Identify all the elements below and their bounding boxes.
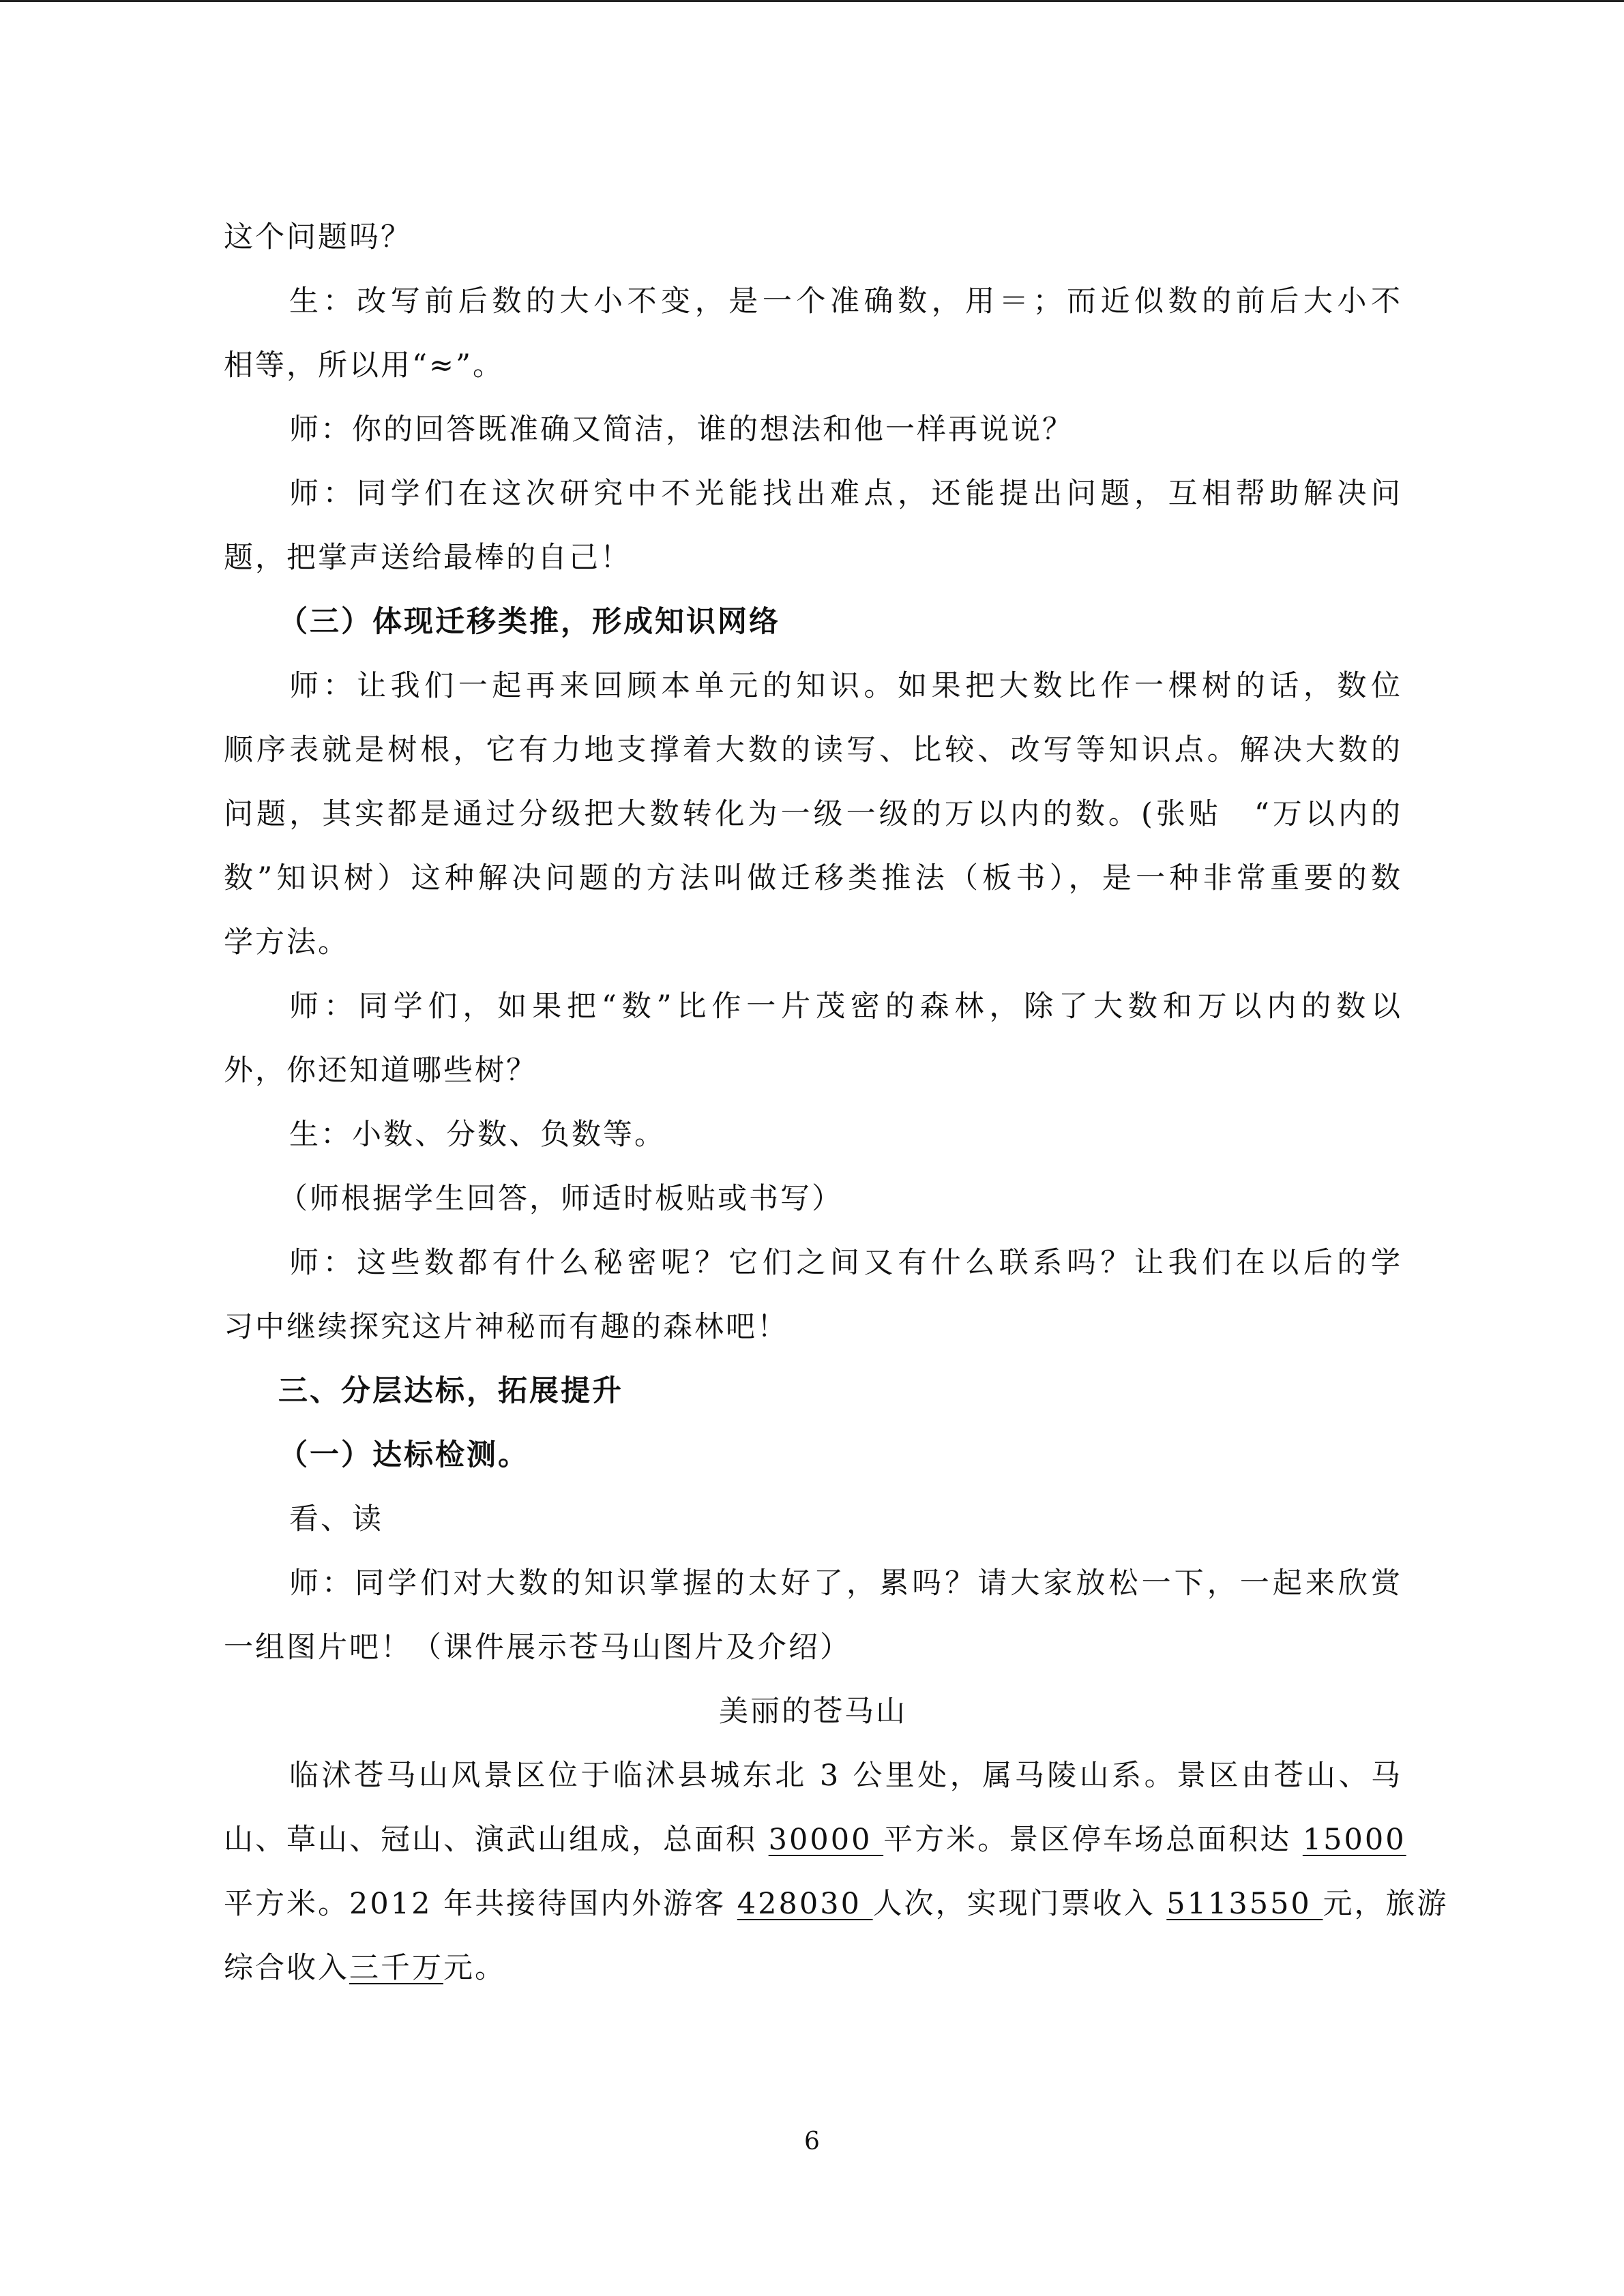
- text-run: 山、草山、冠山、演武山组成，总面积: [224, 1823, 769, 1857]
- paragraph-line: 师：让我们一起再来回顾本单元的知识。如果把大数比作一棵树的话，数位: [289, 669, 1402, 703]
- paragraph-line: 看、读: [289, 1502, 383, 1536]
- paragraph-line: 一组图片吧！（课件展示苍马山图片及介绍）: [224, 1630, 851, 1665]
- paragraph-line: 顺序表就是树根，它有力地支撑着大数的读写、比较、改写等知识点。解决大数的: [224, 733, 1402, 767]
- subsection-heading: （一）达标检测。: [278, 1438, 529, 1472]
- paragraph-line: 生：改写前后数的大小不变，是一个准确数，用＝；而近似数的前后大小不: [289, 284, 1402, 318]
- underlined-number: 三千万: [349, 1951, 443, 1985]
- text-run: 综合收入: [224, 1951, 349, 1985]
- text-run: 平方米。2012 年共接待国内外游客: [224, 1887, 737, 1921]
- paragraph-line: 师：同学们对大数的知识掌握的太好了，累吗？请大家放松一下，一起来欣赏: [289, 1566, 1402, 1600]
- paragraph-line: 师：同学们，如果把“数”比作一片茂密的森林，除了大数和万以内的数以: [289, 989, 1402, 1024]
- paragraph-line: 数”知识树）这种解决问题的方法叫做迁移类推法（板书），是一种非常重要的数: [224, 861, 1402, 895]
- underlined-number: 428030: [737, 1887, 873, 1921]
- paragraph-line: 这个问题吗？: [224, 220, 412, 254]
- paragraph-line: 问题，其实都是通过分级把大数转化为一级一级的万以内的数。(张贴 “万以内的: [224, 797, 1402, 831]
- paragraph-line: [224, 1883, 1449, 1924]
- paragraph-line: （师根据学生回答，师适时板贴或书写）: [278, 1182, 843, 1216]
- section-heading: 三、分层达标，拓展提升: [278, 1374, 623, 1408]
- paragraph-line: 相等，所以用“≈”。: [224, 348, 504, 383]
- paragraph-line: 学方法。: [224, 925, 349, 959]
- underlined-number: 5113550: [1166, 1887, 1323, 1921]
- text-run: 平方米。景区停车场总面积达: [883, 1823, 1303, 1857]
- text-run: 人次，实现门票收入: [872, 1887, 1167, 1921]
- page-number: 6: [804, 2128, 820, 2156]
- paragraph-line: [224, 1819, 1406, 1860]
- passage-title: 美丽的苍马山: [719, 1695, 907, 1729]
- section-heading: （三）体现迁移类推，形成知识网络: [278, 605, 780, 639]
- underlined-number: 15000: [1302, 1823, 1406, 1857]
- paragraph-line: 题，把掌声送给最棒的自己！: [224, 541, 632, 575]
- underlined-number: 30000: [768, 1823, 884, 1857]
- text-run: 元，旅游: [1323, 1887, 1449, 1921]
- paragraph-line: 师：这些数都有什么秘密呢？它们之间又有什么联系吗？让我们在以后的学: [289, 1246, 1402, 1280]
- paragraph-line: [224, 1948, 506, 1988]
- page-top-border: [0, 0, 1624, 2]
- text-run: 元。: [443, 1951, 506, 1985]
- paragraph-line: 师：同学们在这次研究中不光能找出难点，还能提出问题，互相帮助解决问: [289, 477, 1402, 511]
- paragraph-line: 习中继续探究这片神秘而有趣的森林吧！: [224, 1310, 788, 1344]
- paragraph-line: 生：小数、分数、负数等。: [289, 1118, 666, 1152]
- paragraph-line: 师：你的回答既准确又简洁，谁的想法和他一样再说说？: [289, 413, 1074, 447]
- paragraph-line: 临沭苍马山风景区位于临沭县城东北 3 公里处，属马陵山系。景区由苍山、马: [289, 1759, 1402, 1793]
- paragraph-line: 外，你还知道哪些树？: [224, 1054, 537, 1088]
